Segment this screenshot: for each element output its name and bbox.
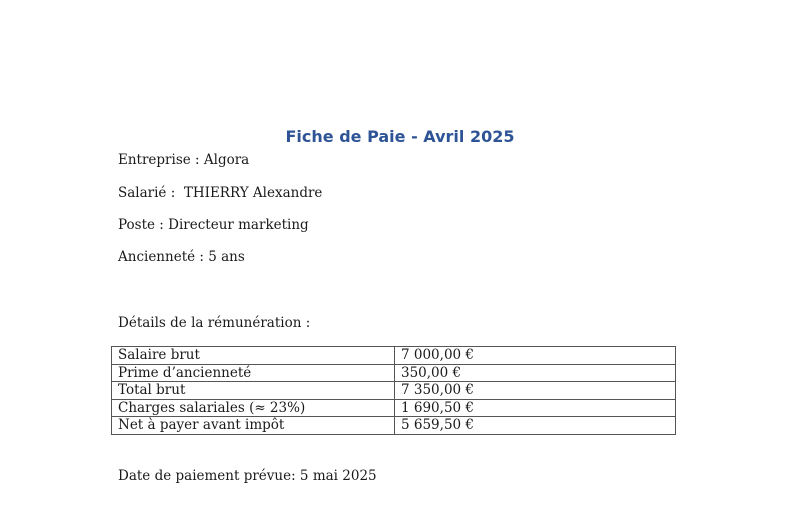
row-value: 7 350,00 €: [395, 382, 676, 400]
row-label: Net à payer avant impôt: [112, 417, 395, 435]
row-label: Total brut: [112, 382, 395, 400]
row-value: 7 000,00 €: [395, 347, 676, 365]
row-label: Prime d’ancienneté: [112, 364, 395, 382]
company-line: Entreprise : Algora: [118, 152, 250, 168]
table-row: [112, 364, 676, 382]
seniority-line: Ancienneté : 5 ans: [118, 249, 245, 265]
row-value: 5 659,50 €: [395, 417, 676, 435]
remuneration-heading: Détails de la rémunération :: [118, 315, 311, 331]
table-row: [112, 382, 676, 400]
table-row: [112, 347, 676, 365]
employee-line: Salarié : THIERRY Alexandre: [118, 185, 323, 201]
row-label: Salaire brut: [112, 347, 395, 365]
remuneration-table: [111, 346, 676, 435]
row-value: 350,00 €: [395, 364, 676, 382]
row-label: Charges salariales (≈ 23%): [112, 399, 395, 417]
position-line: Poste : Directeur marketing: [118, 217, 309, 233]
table-row: [112, 399, 676, 417]
document-title: Fiche de Paie - Avril 2025: [285, 127, 515, 146]
table-row: [112, 417, 676, 435]
row-value: 1 690,50 €: [395, 399, 676, 417]
payment-date: Date de paiement prévue: 5 mai 2025: [118, 468, 377, 484]
